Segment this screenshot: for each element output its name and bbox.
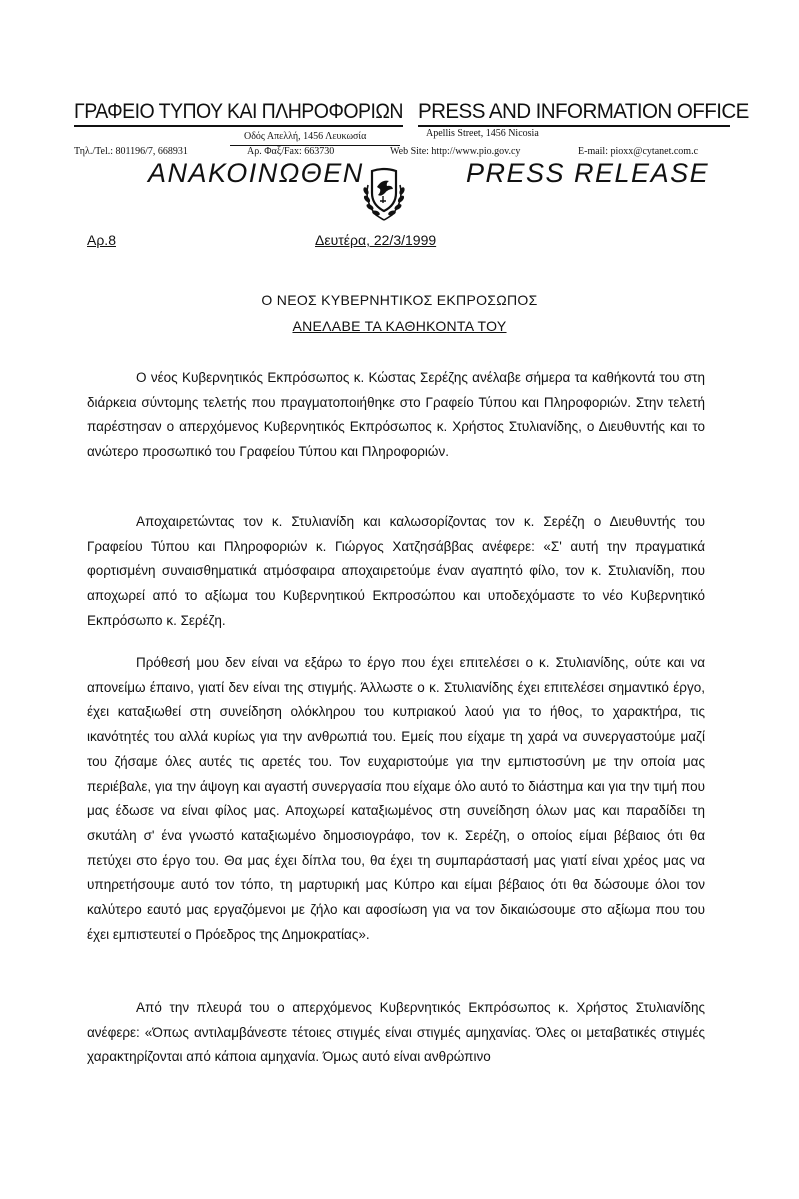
release-number: Αρ.8 [87, 232, 116, 248]
address-english: Apellis Street, 1456 Nicosia [426, 128, 539, 139]
fax-number: Αρ. Φαξ/Fax: 663730 [247, 146, 335, 157]
telephone: Τηλ./Tel.: 801196/7, 668931 [74, 146, 188, 157]
press-release-title: PRESS RELEASE [466, 158, 710, 188]
office-name-english: PRESS AND INFORMATION OFFICE [418, 100, 749, 123]
release-date: Δευτέρα, 22/3/1999 [315, 232, 437, 248]
coat-of-arms-emblem [356, 165, 412, 223]
headline-line-2: ΑΝΕΛΑΒΕ ΤΑ ΚΑΘΗΚΟΝΤΑ ΤΟΥ [292, 318, 507, 334]
address-greek: Οδός Απελλή, 1456 Λευκωσία [244, 131, 367, 142]
letterhead-rule-left [74, 125, 403, 127]
body-paragraph-4: Από την πλευρά του ο απερχόμενος Κυβερνητικός Εκπρόσωπος κ. Χρήστος Στυλιανίδης ανέφερε: «Όπως αντιλαμβάνεστε τέτοιες στιγμές είναι στιγμές αμηχανίας. Όλες οι μεταβατικές στιγμές χαρακτηρίζονται από κάποια αμηχανία. Όμως αυτό είναι ανθρώπινο [87, 1000, 705, 1065]
email-address: E-mail: pioxx@cytanet.com.c [578, 146, 699, 157]
website: Web Site: http://www.pio.gov.cy [390, 146, 521, 157]
office-name-greek: ΓΡΑΦΕΙΟ ΤΥΠΟΥ ΚΑΙ ΠΛΗΡΟΦΟΡΙΩΝ [74, 100, 403, 123]
announcement-title-greek: ΑΝΑΚΟΙΝΩΘΕΝ [148, 158, 364, 188]
body-paragraph-2: Αποχαιρετώντας τον κ. Στυλιανίδη και καλωσορίζοντας τον κ. Σερέζη ο Διευθυντής του Γραφείου Τύπου και Πληροφοριών κ. Γιώργος Χατζησάββας ανέφερε: «Σ' αυτή την πραγματικά φορτισμένη συναισθηματικά ατμόσφαιρα αποχαιρετούμε έναν αγαπητό φίλο, τον κ. Στυλιανίδη, που αποχωρεί από το αξίωμα του Κυβερνητικού Εκπροσώπου και υποδεχόμαστε το νέο Κυβερνητικό Εκπρόσωπο κ. Σερέζη. [87, 514, 705, 628]
letterhead-rule-right [418, 125, 730, 127]
body-paragraph-3: Πρόθεσή μου δεν είναι να εξάρω το έργο που έχει επιτελέσει ο κ. Στυλιανίδης, ούτε και να απονείμω έπαινο, γιατί δεν είναι της στιγμής. Άλλωστε ο κ. Στυλιανίδης έχει επιτελέσει σημαντικό έργο, έχει καταξιωθεί στη συνείδηση ολόκληρου του κυπριακού λαού για το ήθος, το χαρακτήρα, τις ικανότητές του αλλά κυρίως για την ανθρωπιά του. Εμείς που είχαμε τη χαρά να συνεργαστούμε μαζί του ζήσαμε όλες αυτές τις αρετές του. Τον ευχαριστούμε για την εμπιστοσύνη με την οποία μας περιέβαλε, για την άψογη και αγαστή συνεργασία που είχαμε όλο αυτό το διάστημα και για την τιμή που μας έδωσε να είναι φίλος μας. Αποχωρεί καταξιωμένος στη συνείδηση όλων μας και παραδίδει τη σκυτάλη σ' ένα γνωστό καταξιωμένο δημοσιογράφο, τον κ. Σερέζη, ο οποίος είμαι βέβαιος ότι θα πετύχει στο έργο του. Θα μας έχει δίπλα του, θα έχει τη συμπαράστασή μας γιατί είναι χρέος μας να υπηρετήσουμε αυτό τον τόπο, τη μαρτυρική μας Κύπρο και είμαι βέβαιος ότι θα δώσουμε όλοι τον καλύτερο εαυτό μας εργαζόμενοι με ζήλο και αφοσίωση για να τον δικαιώσουμε στο αξίωμα που του έχει εμπιστευτεί ο Πρόεδρος της Δημοκρατίας». [87, 655, 705, 942]
body-paragraph-1: Ο νέος Κυβερνητικός Εκπρόσωπος κ. Κώστας Σερέζης ανέλαβε σήμερα τα καθήκοντά του στη διάρκεια σύντομης τελετής που πραγματοποιήθηκε στο Γραφείο Τύπου και Πληροφοριών. Στην τελετή παρέστησαν ο απερχόμενος Κυβερνητικός Εκπρόσωπος κ. Χρήστος Στυλιανίδης, ο Διευθυντής και το ανώτερο προσωπικό του Γραφείου Τύπου και Πληροφοριών. [87, 370, 705, 460]
headline-line-1: Ο ΝΕΟΣ ΚΥΒΕΡΝΗΤΙΚΟΣ ΕΚΠΡΟΣΩΠΟΣ [261, 292, 538, 308]
